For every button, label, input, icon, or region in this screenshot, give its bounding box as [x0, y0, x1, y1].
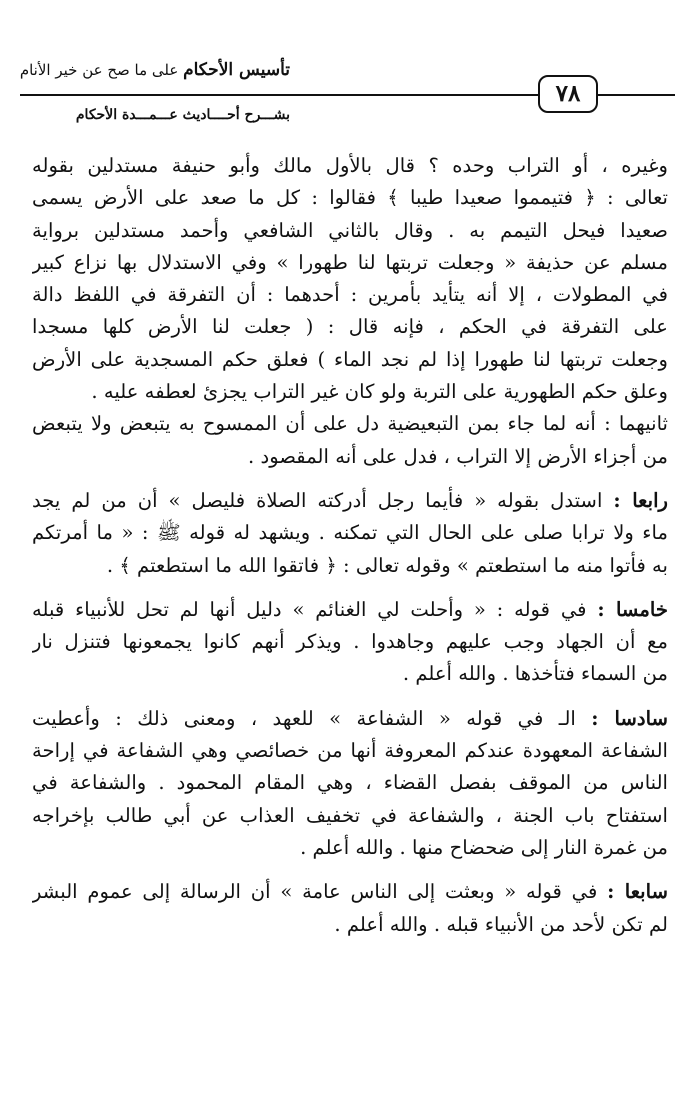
text-line: من السماء فتأخذها . والله أعلم .: [402, 662, 668, 686]
text-line: ثانيهما : أنه لما جاء بمن التبعيضية دل على أن الممسوح به يتبعض ولا يتبعض: [32, 412, 668, 436]
book-subtitle: بشـــرح أحــــاديث عـــمـــدة الأحكام: [75, 107, 290, 123]
text-line-lead: [32, 594, 668, 626]
paragraph-lead: رابعا :: [613, 488, 668, 512]
text-line: الشفاعة المعهودة عندكم المعروفة أنها من خصائصي وهي الشفاعة في إراحة: [32, 739, 668, 763]
text-line: من غمرة النار إلى ضحضاح منها . والله أعلم .: [300, 835, 668, 859]
text-line-lead: [32, 703, 668, 735]
paragraph-fourth: [32, 485, 668, 582]
text-line: وغيره ، أو التراب وحده ؟ قال بالأول مالك وأبو حنيفة مستدلين بقوله: [32, 154, 668, 177]
paragraph-sixth: [32, 703, 668, 864]
text-line: مسلم عن حذيفة « وجعلت تربتها لنا طهورا » وفي الاستدلال بها نزاع كبير: [32, 250, 668, 274]
page-number: ٧٨: [538, 75, 598, 113]
text-line: في المطولات ، إلا أنه يتأيد بأمرين : أحدهما : أن التفرقة في اللفظ دالة: [32, 283, 668, 307]
text-line-lead: [32, 485, 668, 517]
text-line: لم تكن لأحد من الأنبياء قبله . والله أعلم .: [334, 912, 668, 936]
text-line-rest: الـ في قوله « الشفاعة » للعهد ، ومعنى ذلك : وأعطيت: [32, 706, 592, 730]
text-line: ماء ولا ترابا صلى على الحال التي تمكنه . ويشهد له قوله ﷺ : « ما أمرتكم: [32, 521, 668, 545]
text-line: وجعلت تربتها لنا طهورا إذا لم نجد الماء ) فعلق حكم المسجدية على الأرض: [32, 347, 668, 371]
text-line-rest: في قوله « وبعثت إلى الناس عامة » أن الرسالة إلى عموم البشر: [32, 880, 608, 904]
paragraph-continuation: [32, 150, 668, 473]
text-line: به فأتوا منه ما استطعتم » وقوله تعالى : ﴿ فاتقوا الله ما استطعتم ﴾ .: [106, 553, 668, 577]
page-body: [32, 150, 668, 941]
text-line: تعالى : ﴿ فتيمموا صعيدا طيبا ﴾ فقالوا : كل ما صعد على الأرض يسمى: [32, 186, 668, 210]
text-line: من أجزاء الأرض إلا التراب ، فدل على أنه المقصود .: [248, 444, 668, 468]
book-title-rest: على ما صح عن خير الأنام: [19, 61, 179, 79]
paragraph-fifth: [32, 594, 668, 691]
paragraph-lead: سادسا :: [591, 706, 668, 730]
text-line-rest: استدل بقوله « فأيما رجل أدركته الصلاة فليصل » أن من لم يجد: [32, 488, 614, 512]
text-line: الناس من الموقف بفصل القضاء ، وهي المقام المحمود . والشفاعة في: [32, 771, 668, 795]
text-line: صعيدا فيحل التيمم به . وقال بالثاني الشافعي وأحمد مستدلين برواية: [32, 218, 668, 242]
paragraph-lead: خامسا :: [597, 597, 668, 621]
text-line: استفتاح باب الجنة ، والشفاعة في تخفيف العذاب عن أبي طالب بإخراجه: [32, 803, 668, 827]
text-line-lead: [32, 876, 668, 908]
text-line: مع أن الجهاد وجب عليهم وجاهدوا . ويذكر أنهم كانوا يجمعونها فتنزل نار: [32, 630, 668, 654]
text-line-rest: في قوله : « وأحلت لي الغنائم » دليل أنها لم تحل للأنبياء قبله: [32, 597, 598, 621]
text-line: على التفرقة في الحكم ، فإنه قال : ( جعلت لنا الأرض كلها مسجدا: [32, 315, 668, 339]
text-line: وعلق حكم الطهورية على التربة ولو كان غير التراب يجزئ لعطفه عليه .: [91, 380, 668, 404]
paragraph-seventh: [32, 876, 668, 941]
book-title: [10, 60, 290, 80]
paragraph-lead: سابعا :: [607, 880, 668, 904]
book-title-main: تأسيس الأحكام: [183, 60, 290, 80]
